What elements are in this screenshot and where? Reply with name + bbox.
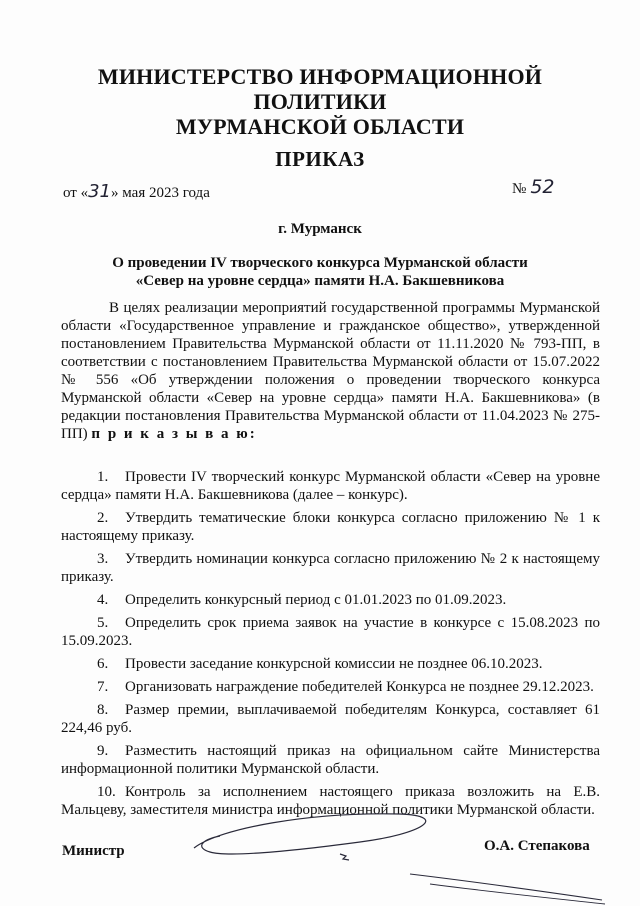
item-number: 4. — [97, 592, 109, 608]
preamble-text: В целях реализации мероприятий государственной программы Мурманской области «Государственное управление и гражданское общество», утвержденной постановлением Правительства Мурманской области от 11.11.2020 № 793-ПП, в соответствии с постановлением Правительства Мурманской области от 15.07.2022 № 556 «Об утверждении положения о проведении творческого конкурса Мурманской области «Север на уровне сердца» памяти Н.А. Бакшевникова» (в редакции постановления Правительства Мурманской области от 11.04.2023 № 275-ПП) — [61, 300, 600, 442]
item-number: 3. — [97, 551, 109, 567]
list-item — [61, 550, 600, 586]
order-word: п р и к а з ы в а ю: — [91, 426, 257, 442]
item-text: Определить срок приема заявок на участие в конкурсе с 15.08.2023 по 15.09.2023. — [61, 615, 600, 649]
subject-line-1: О проведении IV творческого конкурса Мурманской области — [112, 255, 528, 271]
item-text: Провести заседание конкурсной комиссии не позднее 06.10.2023. — [125, 656, 543, 672]
item-number: 9. — [97, 743, 109, 759]
preamble — [61, 299, 600, 443]
item-number: 1. — [97, 469, 109, 485]
item-text: Провести IV творческий конкурс Мурманской области «Север на уровне сердца» памяти Н.А. Бакшевникова (далее – конкурс). — [61, 469, 600, 503]
order-subject — [60, 254, 580, 290]
item-text: Утвердить тематические блоки конкурса согласно приложению № 1 к настоящему приказу. — [61, 510, 600, 544]
date-prefix: от « — [63, 185, 89, 201]
item-text: Утвердить номинации конкурса согласно приложению № 2 к настоящему приказу. — [61, 551, 600, 585]
date-suffix: » мая 2023 года — [111, 185, 210, 201]
item-text: Разместить настоящий приказ на официальном сайте Министерства информационной политики Мурманской области. — [61, 743, 600, 777]
ministry-header — [40, 64, 600, 139]
list-item — [61, 678, 600, 696]
item-number: 6. — [97, 656, 109, 672]
list-item — [61, 591, 600, 609]
list-item — [61, 614, 600, 650]
signatory-name: О.А. Степакова — [484, 838, 590, 854]
ministry-line-2: МУРМАНСКОЙ ОБЛАСТИ — [175, 114, 465, 139]
list-item — [61, 742, 600, 778]
item-text: Определить конкурсный период с 01.01.2023 по 01.09.2023. — [125, 592, 507, 608]
number-label: № — [512, 181, 527, 197]
number-value-handwritten: 52 — [530, 176, 555, 198]
ministry-line-1: МИНИСТЕРСТВО ИНФОРМАЦИОННОЙ ПОЛИТИКИ — [97, 64, 543, 114]
city: г. Мурманск — [278, 221, 362, 237]
item-number: 7. — [97, 679, 109, 695]
order-items — [61, 468, 600, 824]
item-number: 10. — [97, 784, 116, 800]
date-day-handwritten: 31 — [88, 181, 112, 202]
list-item — [61, 655, 600, 673]
item-number: 2. — [97, 510, 109, 526]
item-number: 8. — [97, 702, 109, 718]
list-item — [61, 701, 600, 737]
list-item — [61, 509, 600, 545]
preamble-paragraph — [61, 299, 600, 443]
handwritten-signature — [190, 808, 610, 906]
list-item — [61, 468, 600, 504]
item-text: Размер премии, выплачиваемой победителям Конкурса, составляет 61 224,46 руб. — [61, 702, 600, 736]
subject-line-2: «Север на уровне сердца» памяти Н.А. Бакшевникова — [135, 273, 505, 289]
signatory-position: Министр — [62, 843, 125, 859]
order-title: ПРИКАЗ — [275, 147, 365, 171]
item-text: Организовать награждение победителей Конкурса не позднее 29.12.2023. — [125, 679, 594, 695]
item-number: 5. — [97, 615, 109, 631]
order-date — [63, 181, 210, 202]
order-number — [512, 176, 555, 198]
item-text: Контроль за исполнением настоящего приказа возложить на Е.В. Мальцеву, заместителя министра информационной политики Мурманской области. — [61, 784, 600, 818]
